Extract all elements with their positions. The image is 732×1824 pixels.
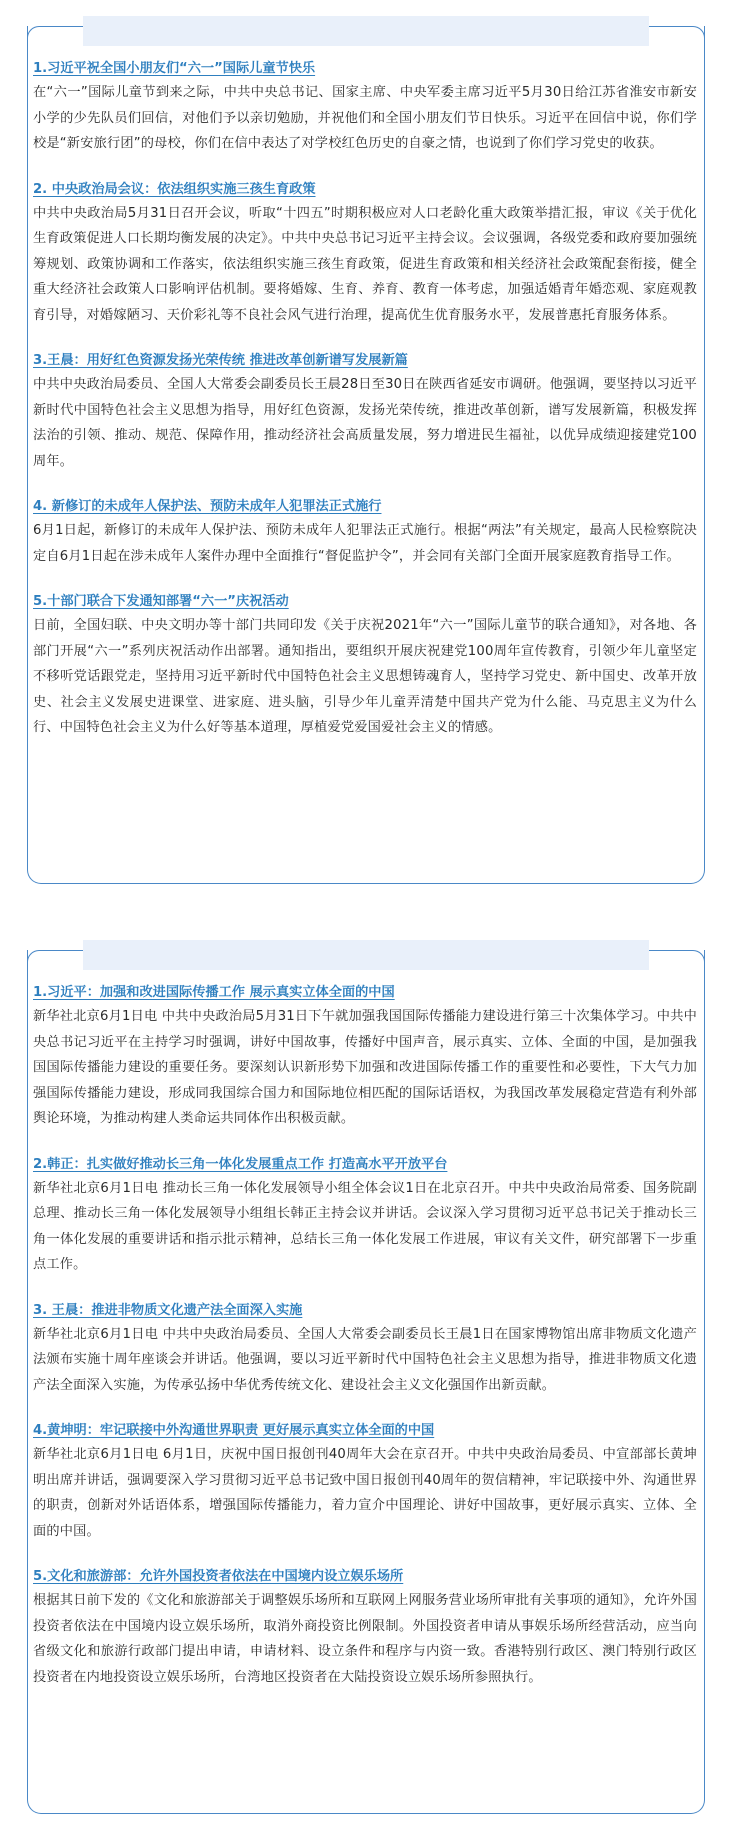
news-item-title[interactable]: 3. 王晨：推进非物质文化遗产法全面深入实施: [33, 1302, 303, 1318]
news-item-body: 中共中央政治局委员、全国人大常委会副委员长王晨28日至30日在陕西省延安市调研。他强调，要坚持以习近平新时代中国特色社会主义思想为指导，用好红色资源，发扬光荣传统，推进改革创新，谱写发展新篇，积极发挥法治的引领、推动、规范、保障作用，推动经济社会高质量发展，努力增进民生福祉，以优异成绩迎接建党100周年。: [33, 377, 697, 469]
news-item: [33, 496, 697, 569]
card-header-bar: [83, 16, 649, 46]
news-item: [33, 591, 697, 741]
card-content: [33, 58, 697, 763]
news-item-body: 新华社北京6月1日电 中共中央政治局委员、全国人大常委会副委员长王晨1日在国家博物馆出席非物质文化遗产法颁布实施十周年座谈会并讲话。他强调，要以习近平新时代中国特色社会主义思想为指导，推进非物质文化遗产法全面深入实施，为传承弘扬中华优秀传统文化、建设社会主义文化强国作出新贡献。: [33, 1326, 697, 1393]
card-corner-left: [27, 26, 86, 39]
news-item: [33, 1300, 697, 1399]
news-item-title[interactable]: 2.韩正：扎实做好推动长三角一体化发展重点工作 打造高水平开放平台: [33, 1156, 448, 1172]
news-item-title[interactable]: 2. 中央政治局会议：依法组织实施三孩生育政策: [33, 181, 316, 197]
news-item: [33, 179, 697, 329]
news-item-body: 新华社北京6月1日电 6月1日，庆祝中国日报创刊40周年大会在京召开。中共中央政治局委员、中宣部部长黄坤明出席并讲话，强调要深入学习贯彻习近平总书记致中国日报创刊40周年的贺信精神，牢记联接中外、沟通世界的职责，创新对外话语体系，增强国际传播能力，着力宣介中国理论、讲好中国故事，更好展示真实、立体、全面的中国。: [33, 1447, 697, 1539]
news-item: [33, 1566, 697, 1690]
news-card-2: [27, 924, 705, 1814]
news-item-body: 日前，全国妇联、中央文明办等十部门共同印发《关于庆祝2021年“六一”国际儿童节的联合通知》，对各地、各部门开展“六一”系列庆祝活动作出部署。通知指出，要组织开展庆祝建党100周年宣传教育，引领少年儿童坚定不移听党话跟党走，坚持用习近平新时代中国特色社会主义思想铸魂育人，坚持学习党史、新中国史、改革开放史、社会主义发展史进课堂、进家庭、进头脑，引导少年儿童弄清楚中国共产党为什么能、马克思主义为什么行、中国特色社会主义为什么好等基本道理，厚植爱党爱国爱社会主义的情感。: [33, 618, 697, 735]
news-item-title[interactable]: 4.黄坤明：牢记联接中外沟通世界职责 更好展示真实立体全面的中国: [33, 1423, 435, 1438]
news-card-1: [27, 0, 705, 884]
news-item-body: 中共中央政治局5月31日召开会议，听取“十四五”时期积极应对人口老龄化重大政策举措汇报，审议《关于优化生育政策促进人口长期均衡发展的决定》。中共中央总书记习近平主持会议。会议强调，各级党委和政府要加强统筹规划、政策协调和工作落实，依法组织实施三孩生育政策，促进生育政策和相关经济社会政策配套衔接，健全重大经济社会政策人口影响评估机制。要将婚嫁、生育、养育、教育一体考虑，加强适婚青年婚恋观、家庭观教育引导，对婚嫁陋习、天价彩礼等不良社会风气进行治理，提高优生优育服务水平，发展普惠托育服务体系。: [33, 205, 697, 323]
news-item-title[interactable]: 3.王晨：用好红色资源发扬光荣传统 推进改革创新谱写发展新篇: [33, 353, 408, 368]
news-item-title[interactable]: 1.习近平：加强和改进国际传播工作 展示真实立体全面的中国: [33, 985, 395, 1000]
card-corner-right: [646, 950, 705, 963]
news-item: [33, 1154, 697, 1278]
news-item: [33, 1420, 697, 1544]
news-item-body: 根据其日前下发的《文化和旅游部关于调整娱乐场所和互联网上网服务营业场所审批有关事项的通知》，允许外国投资者依法在中国境内设立娱乐场所，取消外商投资比例限制。外国投资者申请从事娱乐场所经营活动，应当向省级文化和旅游行政部门提出申请，申请材料、设立条件和程序与内资一致。香港特别行政区、澳门特别行政区投资者在内地投资设立娱乐场所，台湾地区投资者在大陆投资设立娱乐场所参照执行。: [33, 1593, 697, 1685]
news-item-title[interactable]: 4. 新修订的未成年人保护法、预防未成年人犯罪法正式施行: [33, 499, 382, 514]
news-item: [33, 982, 697, 1132]
card-corner-left: [27, 950, 86, 963]
news-item-body: 新华社北京6月1日电 推动长三角一体化发展领导小组全体会议1日在北京召开。中共中央政治局常委、国务院副总理、推动长三角一体化发展领导小组组长韩正主持会议并讲话。会议深入学习贯彻习近平总书记关于推动长三角一体化发展的重要讲话和指示批示精神，总结长三角一体化发展工作进展，审议有关文件，研究部署下一步重点工作。: [33, 1180, 697, 1272]
news-item-body: 6月1日起，新修订的未成年人保护法、预防未成年人犯罪法正式施行。根据“两法”有关规定，最高人民检察院决定自6月1日起在涉未成年人案件办理中全面推行“督促监护令”，并会同有关部门全面开展家庭教育指导工作。: [33, 523, 697, 564]
news-item-body: 在“六一”国际儿童节到来之际，中共中央总书记、国家主席、中央军委主席习近平5月30日给江苏省淮安市新安小学的少先队员们回信，对他们予以亲切勉励，并祝他们和全国小朋友们节日快乐。习近平在回信中说，你们学校是“新安旅行团”的母校，你们在信中表达了对学校红色历史的自豪之情，也说到了你们学习党史的收获。: [33, 85, 697, 151]
news-item-title[interactable]: 5.文化和旅游部：允许外国投资者依法在中国境内设立娱乐场所: [33, 1569, 404, 1584]
news-item-body: 新华社北京6月1日电 中共中央政治局5月31日下午就加强我国国际传播能力建设进行第三十次集体学习。中共中央总书记习近平在主持学习时强调，讲好中国故事，传播好中国声音，展示真实、立体、全面的中国，是加强我国国际传播能力建设的重要任务。要深刻认识新形势下加强和改进国际传播工作的重要性和必要性，下大气力加强国际传播能力建设，形成同我国综合国力和国际地位相匹配的国际话语权，为我国改革发展稳定营造有利外部舆论环境，为推动构建人类命运共同体作出积极贡献。: [33, 1009, 697, 1126]
card-corner-right: [646, 26, 705, 39]
card-header-bar: [83, 940, 649, 970]
news-item: [33, 58, 697, 157]
news-item-title[interactable]: 5.十部门联合下发通知部署“六一”庆祝活动: [33, 594, 289, 609]
news-item-title[interactable]: 1.习近平祝全国小朋友们“六一”国际儿童节快乐: [33, 61, 316, 76]
news-item: [33, 350, 697, 474]
card-content: [33, 982, 697, 1712]
